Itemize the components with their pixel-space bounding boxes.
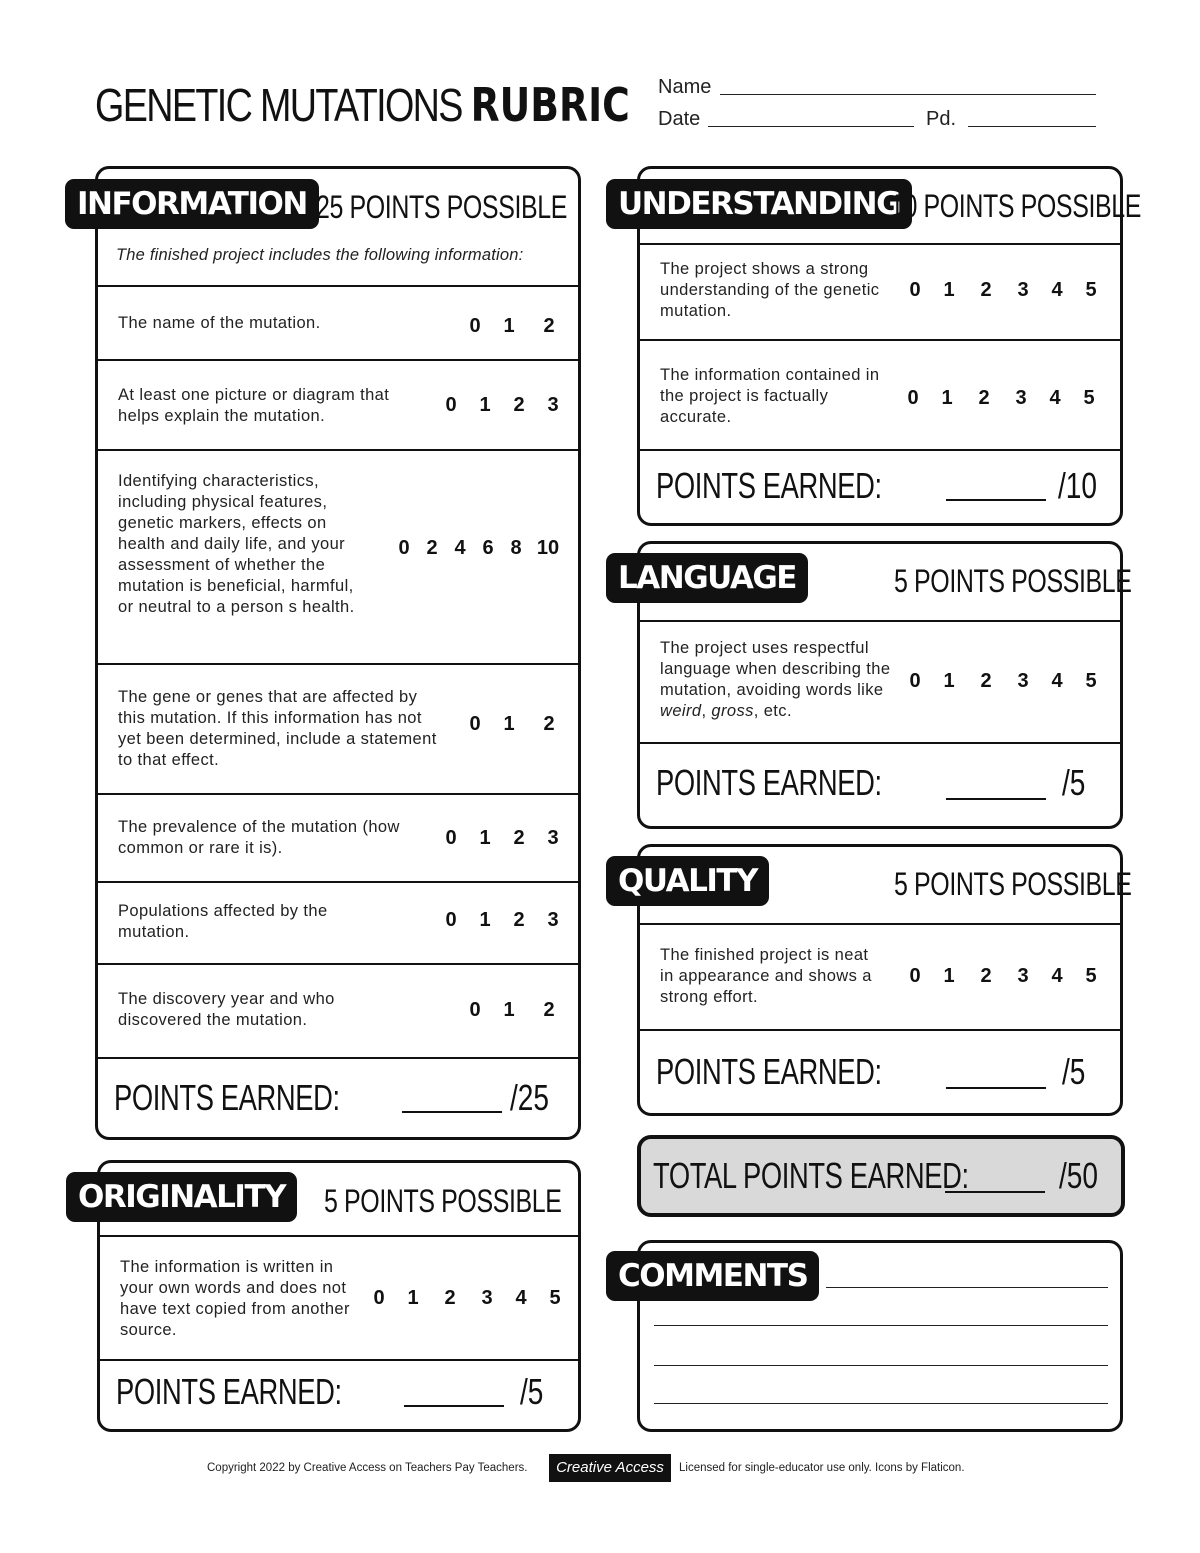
criterion-text: Identifying characteristics, including physical features, genetic markers, effects on health and daily life, and your assessment of whether the mutation is beneficial, harmful, or neutral to a person s health. xyxy=(118,472,355,616)
name-line[interactable] xyxy=(720,94,1096,95)
footer-license: Licensed for single-educator use only. Icons by Flaticon. xyxy=(679,1462,965,1474)
points-earned-blank[interactable] xyxy=(402,1111,502,1113)
table-row xyxy=(100,1235,578,1361)
score-options[interactable] xyxy=(434,394,570,417)
total-points-box xyxy=(637,1135,1125,1217)
criterion-text: The gene or genes that are affected by this mutation. If this information has not yet been determined, include a statement to that effect. xyxy=(118,688,437,769)
score-option[interactable]: 3 xyxy=(547,909,559,931)
score-option[interactable]: 2 xyxy=(543,713,555,735)
criterion-text-part: , etc. xyxy=(753,702,792,720)
score-option[interactable]: 8 xyxy=(510,537,522,559)
information-tab: INFORMATION xyxy=(65,179,319,229)
originality-tab: ORIGINALITY xyxy=(66,1172,297,1222)
language-possible: 5 POINTS POSSIBLE xyxy=(894,563,1132,599)
footer-copyright: Copyright 2022 by Creative Access on Teachers Pay Teachers. xyxy=(207,1462,528,1474)
score-option[interactable]: 1 xyxy=(943,279,955,301)
understanding-tab: UNDERSTANDING xyxy=(606,179,912,229)
score-option[interactable]: 0 xyxy=(907,387,919,409)
score-option[interactable]: 1 xyxy=(503,713,515,735)
date-line[interactable] xyxy=(708,126,914,127)
score-option[interactable]: 0 xyxy=(469,999,481,1021)
score-option[interactable]: 5 xyxy=(1085,670,1097,692)
score-option[interactable]: 4 xyxy=(1051,965,1063,987)
score-option[interactable]: 3 xyxy=(481,1287,493,1309)
period-field[interactable] xyxy=(926,108,956,131)
points-earned-row xyxy=(640,1029,1120,1111)
score-options[interactable] xyxy=(362,1287,572,1310)
quality-tab: QUALITY xyxy=(606,856,769,906)
comments-tab: COMMENTS xyxy=(606,1251,819,1301)
total-points-label: TOTAL POINTS EARNED: xyxy=(653,1155,969,1196)
points-out-of: /25 xyxy=(510,1077,550,1118)
table-row xyxy=(98,881,578,965)
points-earned-row xyxy=(98,1057,578,1135)
period-label: Pd. xyxy=(926,108,957,130)
score-options[interactable] xyxy=(898,965,1108,988)
criterion-text: At least one picture or diagram that helps explain the mutation. xyxy=(118,386,390,425)
points-earned-blank[interactable] xyxy=(946,499,1046,501)
table-row xyxy=(98,793,578,883)
score-option[interactable]: 4 xyxy=(1051,670,1063,692)
score-options[interactable] xyxy=(458,315,572,338)
period-line[interactable] xyxy=(968,126,1096,127)
points-earned-blank[interactable] xyxy=(404,1405,504,1407)
score-option[interactable]: 1 xyxy=(479,827,491,849)
table-row xyxy=(640,243,1120,341)
score-option[interactable]: 5 xyxy=(1085,965,1097,987)
score-option[interactable]: 2 xyxy=(426,537,438,559)
points-earned-row xyxy=(100,1359,578,1427)
score-option[interactable]: 10 xyxy=(536,537,560,559)
points-earned-label: POINTS EARNED: xyxy=(656,1051,882,1092)
score-options[interactable] xyxy=(390,537,566,560)
criterion-text: The project shows a strong understanding of the genetic mutation. xyxy=(660,260,880,320)
score-option[interactable]: 0 xyxy=(445,394,457,416)
score-option[interactable]: 1 xyxy=(407,1287,419,1309)
criterion-text-emphasis: gross xyxy=(711,702,754,720)
score-option[interactable]: 3 xyxy=(547,394,559,416)
table-row xyxy=(98,449,578,665)
points-earned-label: POINTS EARNED: xyxy=(656,762,882,803)
points-earned-row xyxy=(640,742,1120,824)
criterion-text-part: , xyxy=(701,702,712,720)
score-option[interactable]: 0 xyxy=(445,909,457,931)
title-rubric: RUBRIC xyxy=(470,78,630,132)
table-row xyxy=(640,620,1120,744)
score-options[interactable] xyxy=(898,670,1108,693)
score-option[interactable]: 3 xyxy=(1017,670,1029,692)
criterion-text-emphasis: weird xyxy=(660,702,702,720)
criterion-text: The finished project is neat in appearance and shows a strong effort. xyxy=(660,946,872,1006)
table-row xyxy=(640,339,1120,451)
points-out-of: /5 xyxy=(520,1371,544,1412)
points-out-of: /10 xyxy=(1058,465,1098,506)
information-section xyxy=(95,166,581,1140)
score-options[interactable] xyxy=(896,387,1106,410)
score-option[interactable]: 1 xyxy=(943,965,955,987)
creative-access-logo: Creative Access xyxy=(549,1454,671,1482)
score-options[interactable] xyxy=(434,909,570,932)
score-option[interactable]: 0 xyxy=(373,1287,385,1309)
criterion-text: The information is written in your own words and does not have text copied from another source. xyxy=(120,1258,350,1339)
score-option[interactable]: 4 xyxy=(515,1287,527,1309)
total-points-out-of: /50 xyxy=(1059,1155,1099,1196)
information-intro: The finished project includes the following information: xyxy=(116,246,524,264)
date-field[interactable] xyxy=(658,108,700,131)
language-tab: LANGUAGE xyxy=(606,553,808,603)
footer xyxy=(0,1454,1200,1482)
score-option[interactable]: 3 xyxy=(547,827,559,849)
score-option[interactable]: 3 xyxy=(1015,387,1027,409)
points-earned-label: POINTS EARNED: xyxy=(114,1077,340,1118)
points-out-of: /5 xyxy=(1062,1051,1086,1092)
score-option[interactable]: 2 xyxy=(543,315,555,337)
date-label: Date xyxy=(658,108,701,130)
total-points-blank[interactable] xyxy=(945,1191,1045,1193)
quality-possible: 5 POINTS POSSIBLE xyxy=(894,866,1132,902)
score-option[interactable]: 1 xyxy=(503,999,515,1021)
score-option[interactable]: 1 xyxy=(503,315,515,337)
score-option[interactable]: 2 xyxy=(978,387,990,409)
score-option[interactable]: 0 xyxy=(909,279,921,301)
score-option[interactable]: 1 xyxy=(479,909,491,931)
points-out-of: /5 xyxy=(1062,762,1086,803)
score-option[interactable]: 4 xyxy=(1049,387,1061,409)
score-options[interactable] xyxy=(434,827,570,850)
score-option[interactable]: 2 xyxy=(543,999,555,1021)
score-option[interactable]: 2 xyxy=(980,670,992,692)
score-option[interactable]: 6 xyxy=(482,537,494,559)
score-option[interactable]: 0 xyxy=(909,670,921,692)
score-option[interactable]: 2 xyxy=(513,827,525,849)
score-option[interactable]: 2 xyxy=(444,1287,456,1309)
score-option[interactable]: 1 xyxy=(941,387,953,409)
score-option[interactable]: 2 xyxy=(980,965,992,987)
criterion-text: The information contained in the project is factually accurate. xyxy=(660,366,880,426)
comment-line[interactable] xyxy=(654,1403,1108,1404)
score-option[interactable]: 0 xyxy=(469,315,481,337)
score-option[interactable]: 0 xyxy=(469,713,481,735)
criterion-text xyxy=(660,638,900,722)
score-option[interactable]: 0 xyxy=(398,537,410,559)
points-earned-label: POINTS EARNED: xyxy=(116,1371,342,1412)
originality-possible: 5 POINTS POSSIBLE xyxy=(324,1183,562,1219)
table-row xyxy=(98,663,578,795)
page-title xyxy=(95,78,630,132)
table-row xyxy=(640,923,1120,1031)
name-field[interactable] xyxy=(658,76,711,99)
points-earned-label: POINTS EARNED: xyxy=(656,465,882,506)
score-option[interactable]: 4 xyxy=(1051,279,1063,301)
comment-line[interactable] xyxy=(654,1365,1108,1366)
name-label: Name xyxy=(658,76,712,98)
understanding-possible: 10 POINTS POSSIBLE xyxy=(890,188,1142,224)
criterion-text: Populations affected by the mutation. xyxy=(118,902,328,941)
criterion-text: The prevalence of the mutation (how common or rare it is). xyxy=(118,818,400,857)
criterion-text: The name of the mutation. xyxy=(118,314,321,332)
score-option[interactable]: 1 xyxy=(943,670,955,692)
score-option[interactable]: 1 xyxy=(479,394,491,416)
comment-line[interactable] xyxy=(826,1287,1108,1288)
score-options[interactable] xyxy=(898,279,1108,302)
score-options[interactable] xyxy=(458,999,572,1022)
points-earned-blank[interactable] xyxy=(946,1087,1046,1089)
table-row xyxy=(98,963,578,1059)
table-row xyxy=(98,285,578,361)
score-option[interactable]: 5 xyxy=(549,1287,561,1309)
criterion-text: The discovery year and who discovered the mutation. xyxy=(118,990,335,1029)
information-possible: 25 POINTS POSSIBLE xyxy=(316,189,568,225)
criterion-text-part: The project uses respectful language when describing the mutation, avoiding words like xyxy=(660,639,891,699)
score-option[interactable]: 2 xyxy=(980,279,992,301)
points-earned-row xyxy=(640,449,1120,521)
table-row xyxy=(98,359,578,449)
score-option[interactable]: 0 xyxy=(445,827,457,849)
score-option[interactable]: 0 xyxy=(909,965,921,987)
score-option[interactable]: 2 xyxy=(513,909,525,931)
score-option[interactable]: 2 xyxy=(513,394,525,416)
title-main: GENETIC MUTATIONS xyxy=(95,79,462,131)
score-option[interactable]: 3 xyxy=(1017,279,1029,301)
score-option[interactable]: 5 xyxy=(1083,387,1095,409)
score-option[interactable]: 4 xyxy=(454,537,466,559)
score-option[interactable]: 5 xyxy=(1085,279,1097,301)
points-earned-blank[interactable] xyxy=(946,798,1046,800)
comment-line[interactable] xyxy=(654,1325,1108,1326)
score-option[interactable]: 3 xyxy=(1017,965,1029,987)
score-options[interactable] xyxy=(458,713,572,736)
